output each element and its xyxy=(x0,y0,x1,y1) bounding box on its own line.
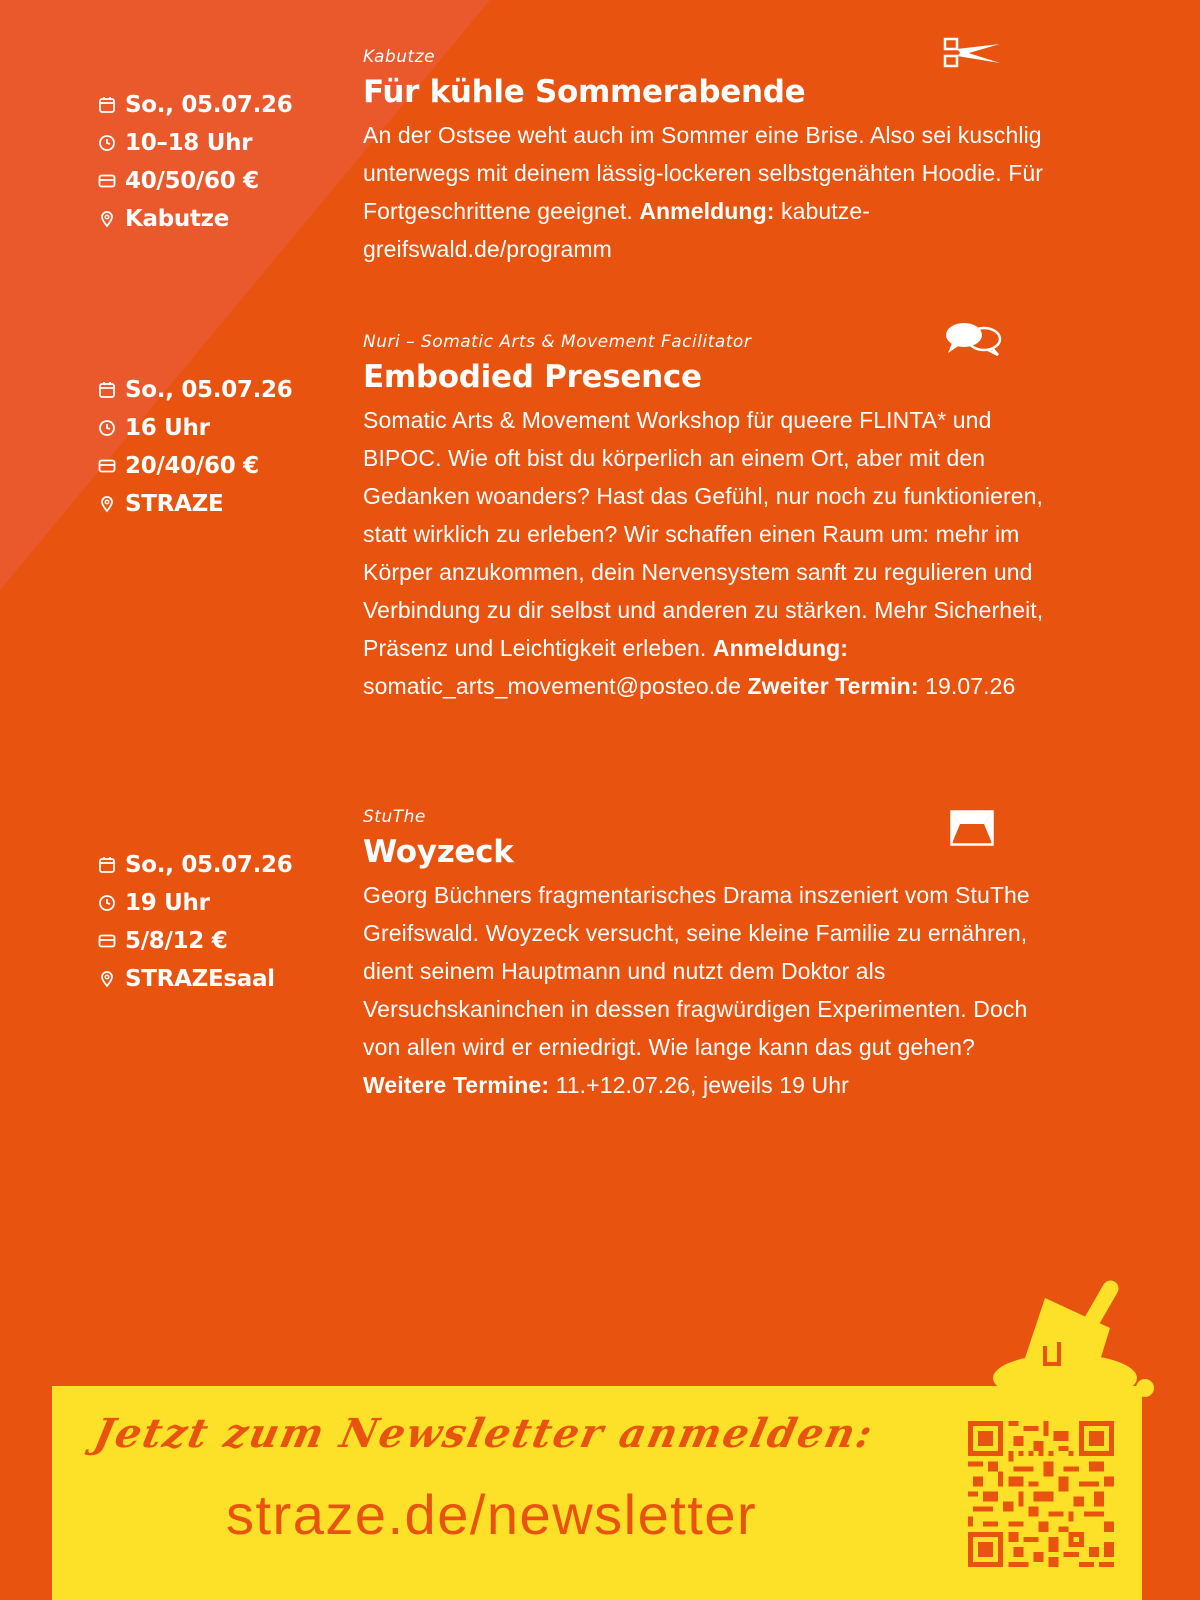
event-extra2-label: Zweiter Termin: xyxy=(747,673,919,699)
event-time xyxy=(98,884,338,922)
event-location-value: STRAZE xyxy=(125,491,224,517)
event-extra-label: Anmeldung: xyxy=(639,198,775,224)
event-price xyxy=(98,162,338,200)
event-description xyxy=(363,876,1053,1104)
event-extra-value: somatic_arts_movement@posteo.de xyxy=(363,673,742,699)
event-price-value: 40/50/60 € xyxy=(125,168,259,194)
event-title: Woyzeck xyxy=(363,834,514,870)
event-location xyxy=(98,960,338,998)
location-pin-icon xyxy=(98,970,116,988)
event-date xyxy=(98,846,338,884)
clock-icon xyxy=(98,419,116,437)
event-date-value: So., 05.07.26 xyxy=(125,92,293,118)
event-title: Für kühle Sommerabende xyxy=(363,74,806,110)
event-description-text: Somatic Arts & Movement Workshop für queere FLINTA* und BIPOC. Wie oft bist du körperlich an einem Ort, aber mit den Gedanken woanders? Hast das Gefühl, nur noch zu funktionieren, statt wirklich zu erleben? Wir schaffen einen Raum um: mehr im Körper anzukommen, dein Nervensystem sanft zu regulieren und Verbindung zu dir selbst und anderen zu stärken. Mehr Sicherheit, Präsenz und Leichtigkeit erleben. xyxy=(363,407,1044,661)
card-icon xyxy=(98,457,116,475)
event-extra-label: Weitere Termine: xyxy=(363,1072,550,1098)
event-date-value: So., 05.07.26 xyxy=(125,852,293,878)
location-pin-icon xyxy=(98,495,116,513)
event-date xyxy=(98,86,338,124)
location-pin-icon xyxy=(98,210,116,228)
event-extra2-value: 19.07.26 xyxy=(925,673,1016,699)
event-content xyxy=(363,804,1053,1104)
card-icon xyxy=(98,172,116,190)
event-price-value: 20/40/60 € xyxy=(125,453,259,479)
event-description-text: Georg Büchners fragmentarisches Drama inszeniert vom StuThe Greifswald. Woyzeck versucht, seine kleine Familie zu ernähren, dient seinem Hauptmann und nutzt dem Doktor als Versuchskaninchen in dessen fragwürdigen Experimenten. Doch von allen wird er erniedrigt. Wie lange kann das gut gehen? xyxy=(363,882,1030,1060)
event-time xyxy=(98,124,338,162)
event-extra-value: kabutze-greifswald.de/programm xyxy=(363,198,870,262)
calendar-icon xyxy=(98,381,116,399)
event-location-value: Kabutze xyxy=(125,206,230,232)
event-content xyxy=(363,44,1053,268)
clock-icon xyxy=(98,134,116,152)
event-organizer: StuThe xyxy=(363,807,426,827)
event-meta xyxy=(98,371,338,523)
event-meta xyxy=(98,86,338,238)
event-description-text: An der Ostsee weht auch im Sommer eine Brise. Also sei kuschlig unterwegs mit deinem lässig-lockeren selbstgenähten Hoodie. Für Fortgeschrittene geeignet. xyxy=(363,122,1044,224)
event-price-value: 5/8/12 € xyxy=(125,928,228,954)
event-date xyxy=(98,371,338,409)
event-price xyxy=(98,922,338,960)
event-time xyxy=(98,409,338,447)
event-time-value: 19 Uhr xyxy=(125,890,210,916)
calendar-icon xyxy=(98,856,116,874)
newsletter-url[interactable]: straze.de/newsletter xyxy=(226,1483,758,1546)
event-description xyxy=(363,401,1053,705)
event-location-value: STRAZEsaal xyxy=(125,966,275,992)
event-location xyxy=(98,485,338,523)
event-title: Embodied Presence xyxy=(363,359,702,395)
event-content xyxy=(363,329,1053,705)
speech-bubbles-icon xyxy=(942,319,1004,359)
event-time-value: 10–18 Uhr xyxy=(125,130,253,156)
calendar-icon xyxy=(98,96,116,114)
event-date-value: So., 05.07.26 xyxy=(125,377,293,403)
event-description xyxy=(363,116,1053,268)
card-icon xyxy=(98,932,116,950)
event-location xyxy=(98,200,338,238)
newsletter-headline: Jetzt zum Newsletter anmelden: xyxy=(90,1410,879,1457)
stage-icon xyxy=(950,810,994,846)
event-extra-label: Anmeldung: xyxy=(712,635,849,661)
event-organizer: Nuri – Somatic Arts & Movement Facilitator xyxy=(363,332,752,352)
event-meta xyxy=(98,846,338,998)
event-time-value: 16 Uhr xyxy=(125,415,210,441)
clock-icon xyxy=(98,894,116,912)
qr-modules xyxy=(968,1421,1114,1567)
event-price xyxy=(98,447,338,485)
event-organizer: Kabutze xyxy=(363,47,436,67)
scissors-icon xyxy=(942,36,1002,72)
brush-mascot-icon xyxy=(975,1278,1165,1418)
event-extra-value: 11.+12.07.26, jeweils 19 Uhr xyxy=(555,1072,849,1098)
qr-code[interactable] xyxy=(968,1421,1114,1567)
